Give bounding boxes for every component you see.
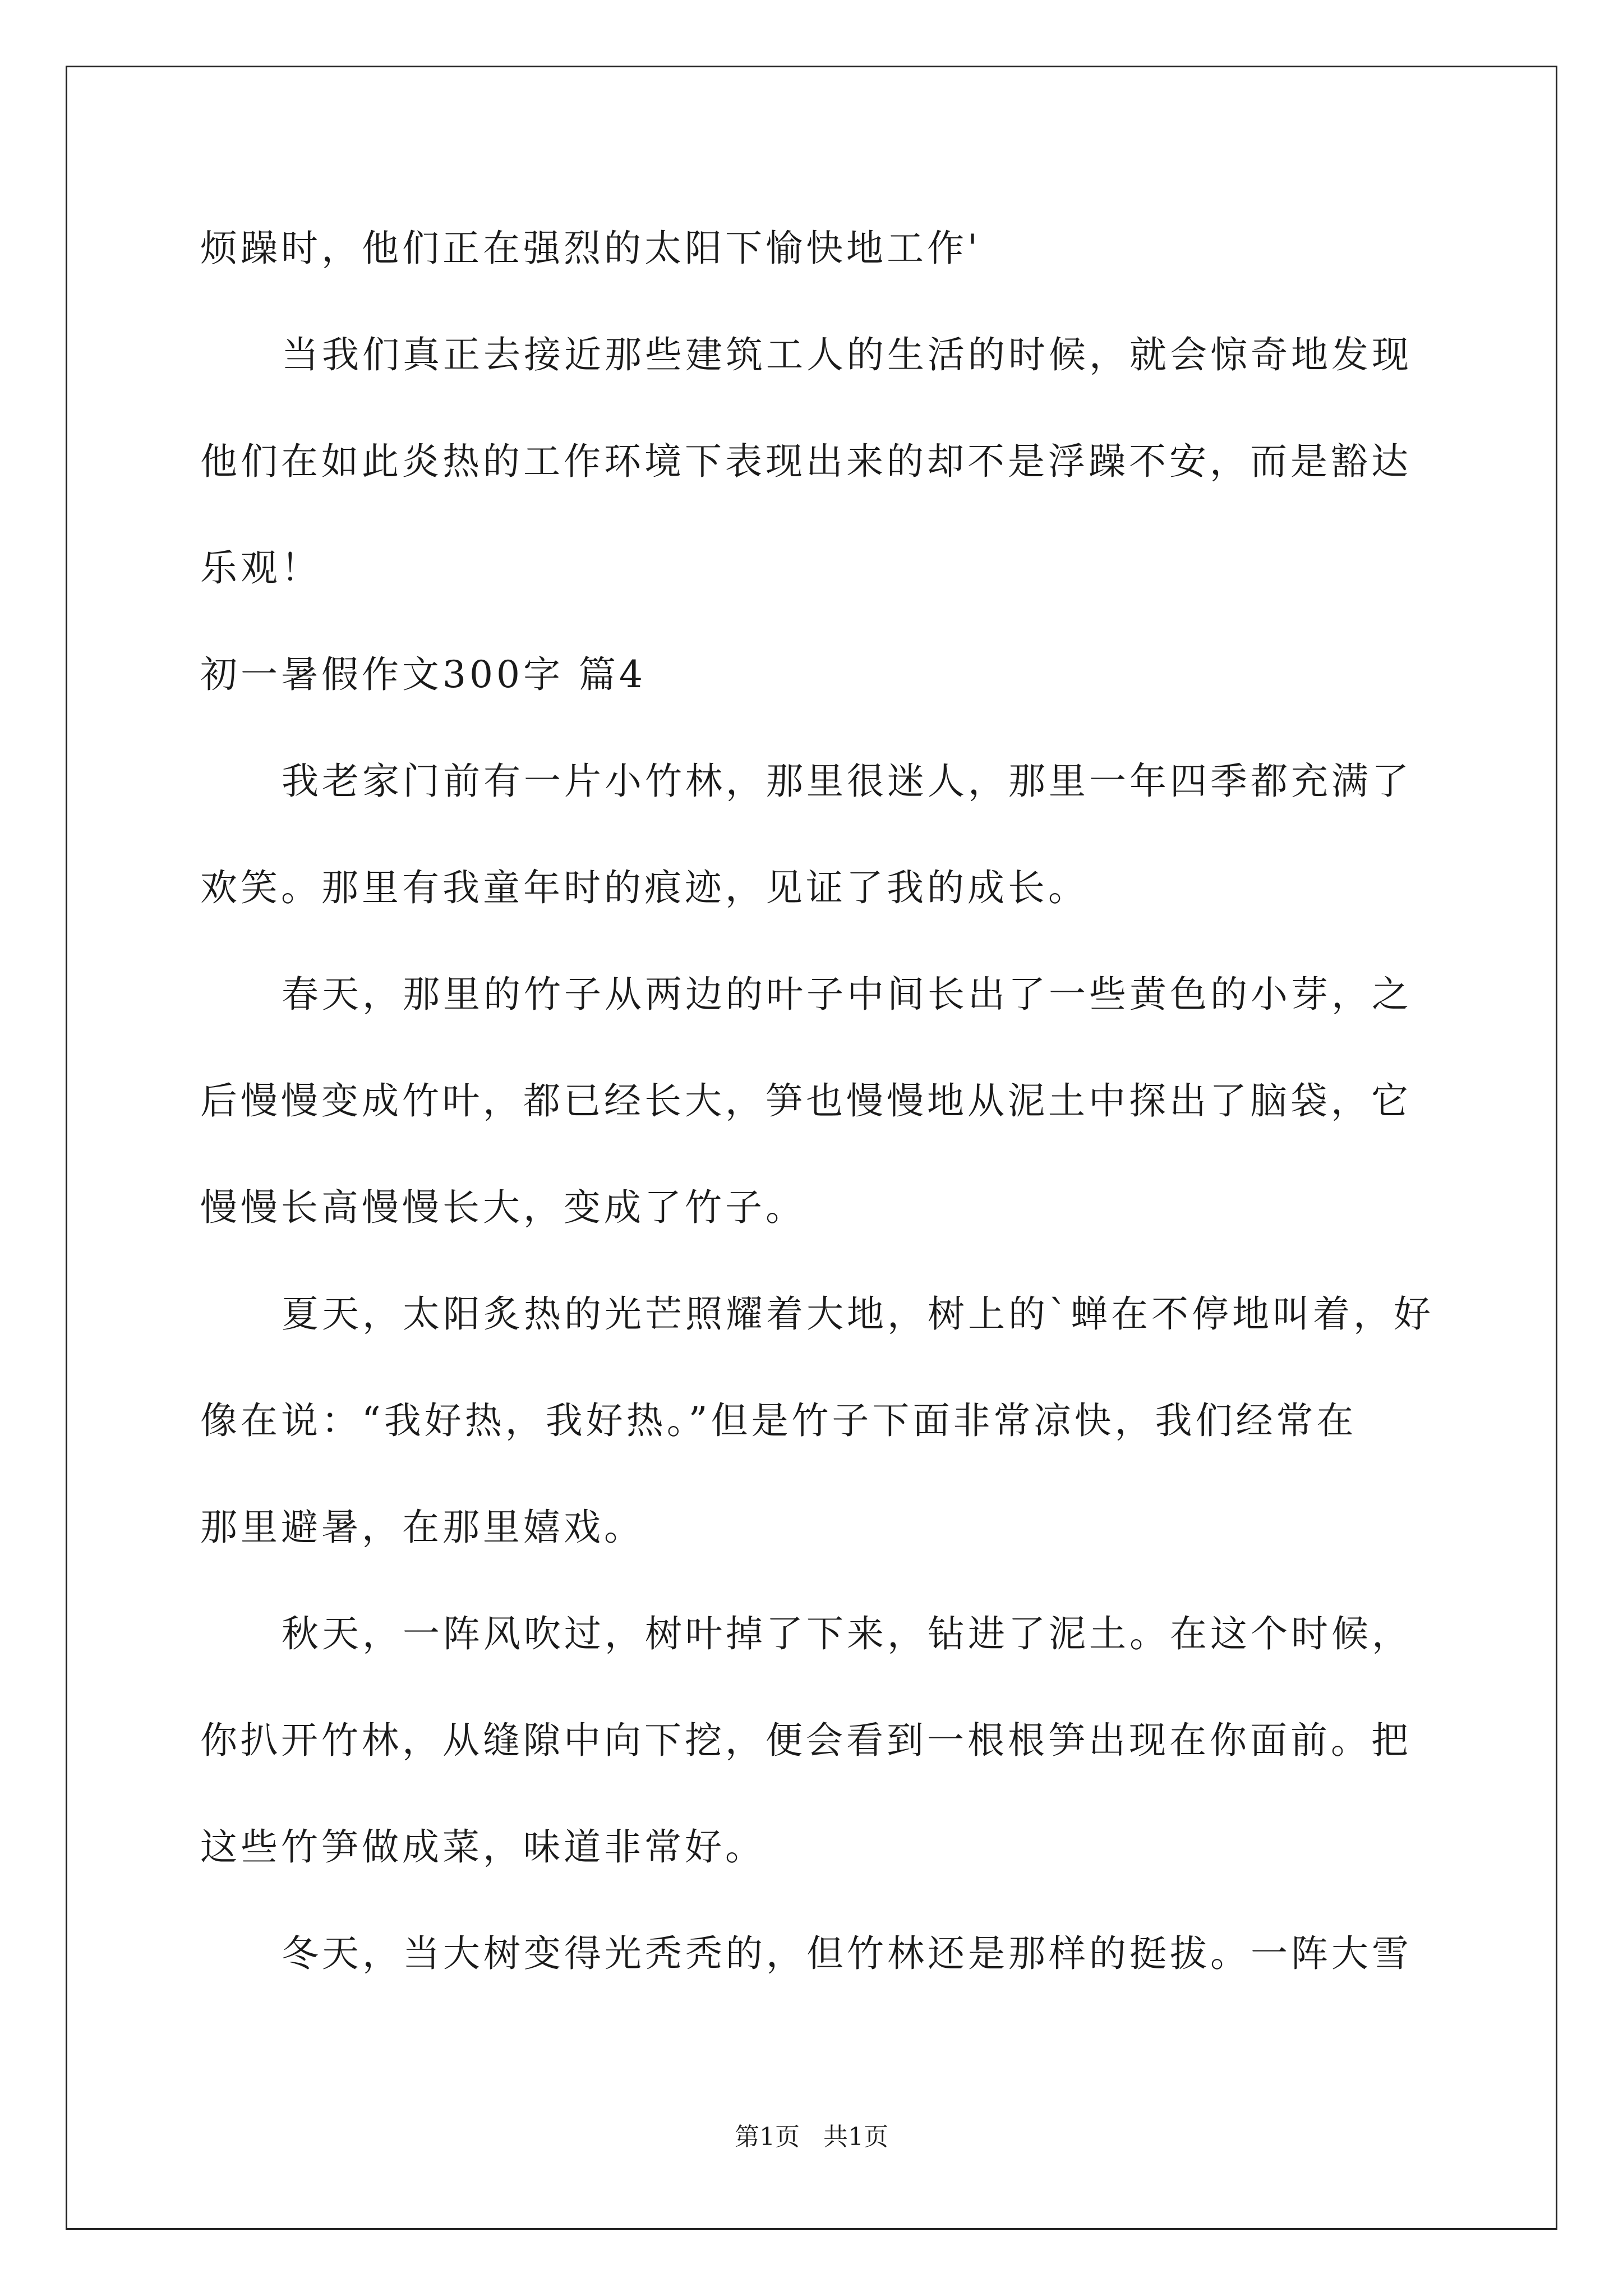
text-line: 他们在如此炎热的工作环境下表现出来的却不是浮躁不安，而是豁达 <box>200 440 1412 483</box>
text-line: 这些竹笋做成菜，味道非常好。 <box>200 1825 766 1869</box>
text-line: 我老家门前有一片小竹林，那里很迷人，那里一年四季都充满了 <box>282 760 1412 803</box>
page-border <box>66 66 1557 2230</box>
text-line: 秋天，一阵风吹过，树叶掉了下来，钻进了泥土。在这个时候， <box>282 1612 1412 1655</box>
page-number-footer: 第1页 共1页 <box>735 2123 888 2151</box>
text-line: 慢慢长高慢慢长大，变成了竹子。 <box>200 1186 806 1229</box>
section-heading: 初一暑假作文300字 篇4 <box>200 653 646 696</box>
text-line: 乐观！ <box>200 546 321 590</box>
text-line: 后慢慢变成竹叶，都已经长大，笋也慢慢地从泥土中探出了脑袋，它 <box>200 1079 1412 1122</box>
text-line: 你扒开竹林，从缝隙中向下挖，便会看到一根根笋出现在你面前。把 <box>200 1719 1412 1762</box>
text-line: 烦躁时，他们正在强烈的太阳下愉快地工作' <box>200 227 981 270</box>
text-line: 像在说：“我好热，我好热。”但是竹子下面非常凉快，我们经常在 <box>200 1399 1357 1442</box>
text-line: 冬天，当大树变得光秃秃的，但竹林还是那样的挺拔。一阵大雪 <box>282 1932 1412 1975</box>
text-line: 夏天，太阳炙热的光芒照耀着大地，树上的`蝉在不停地叫着，好 <box>282 1292 1434 1336</box>
text-line: 欢笑。那里有我童年时的痕迹，见证了我的成长。 <box>200 866 1089 909</box>
text-line: 当我们真正去接近那些建筑工人的生活的时候，就会惊奇地发现 <box>282 333 1412 376</box>
text-line: 春天，那里的竹子从两边的叶子中间长出了一些黄色的小芽，之 <box>282 973 1412 1016</box>
text-line: 那里避暑，在那里嬉戏。 <box>200 1506 644 1549</box>
